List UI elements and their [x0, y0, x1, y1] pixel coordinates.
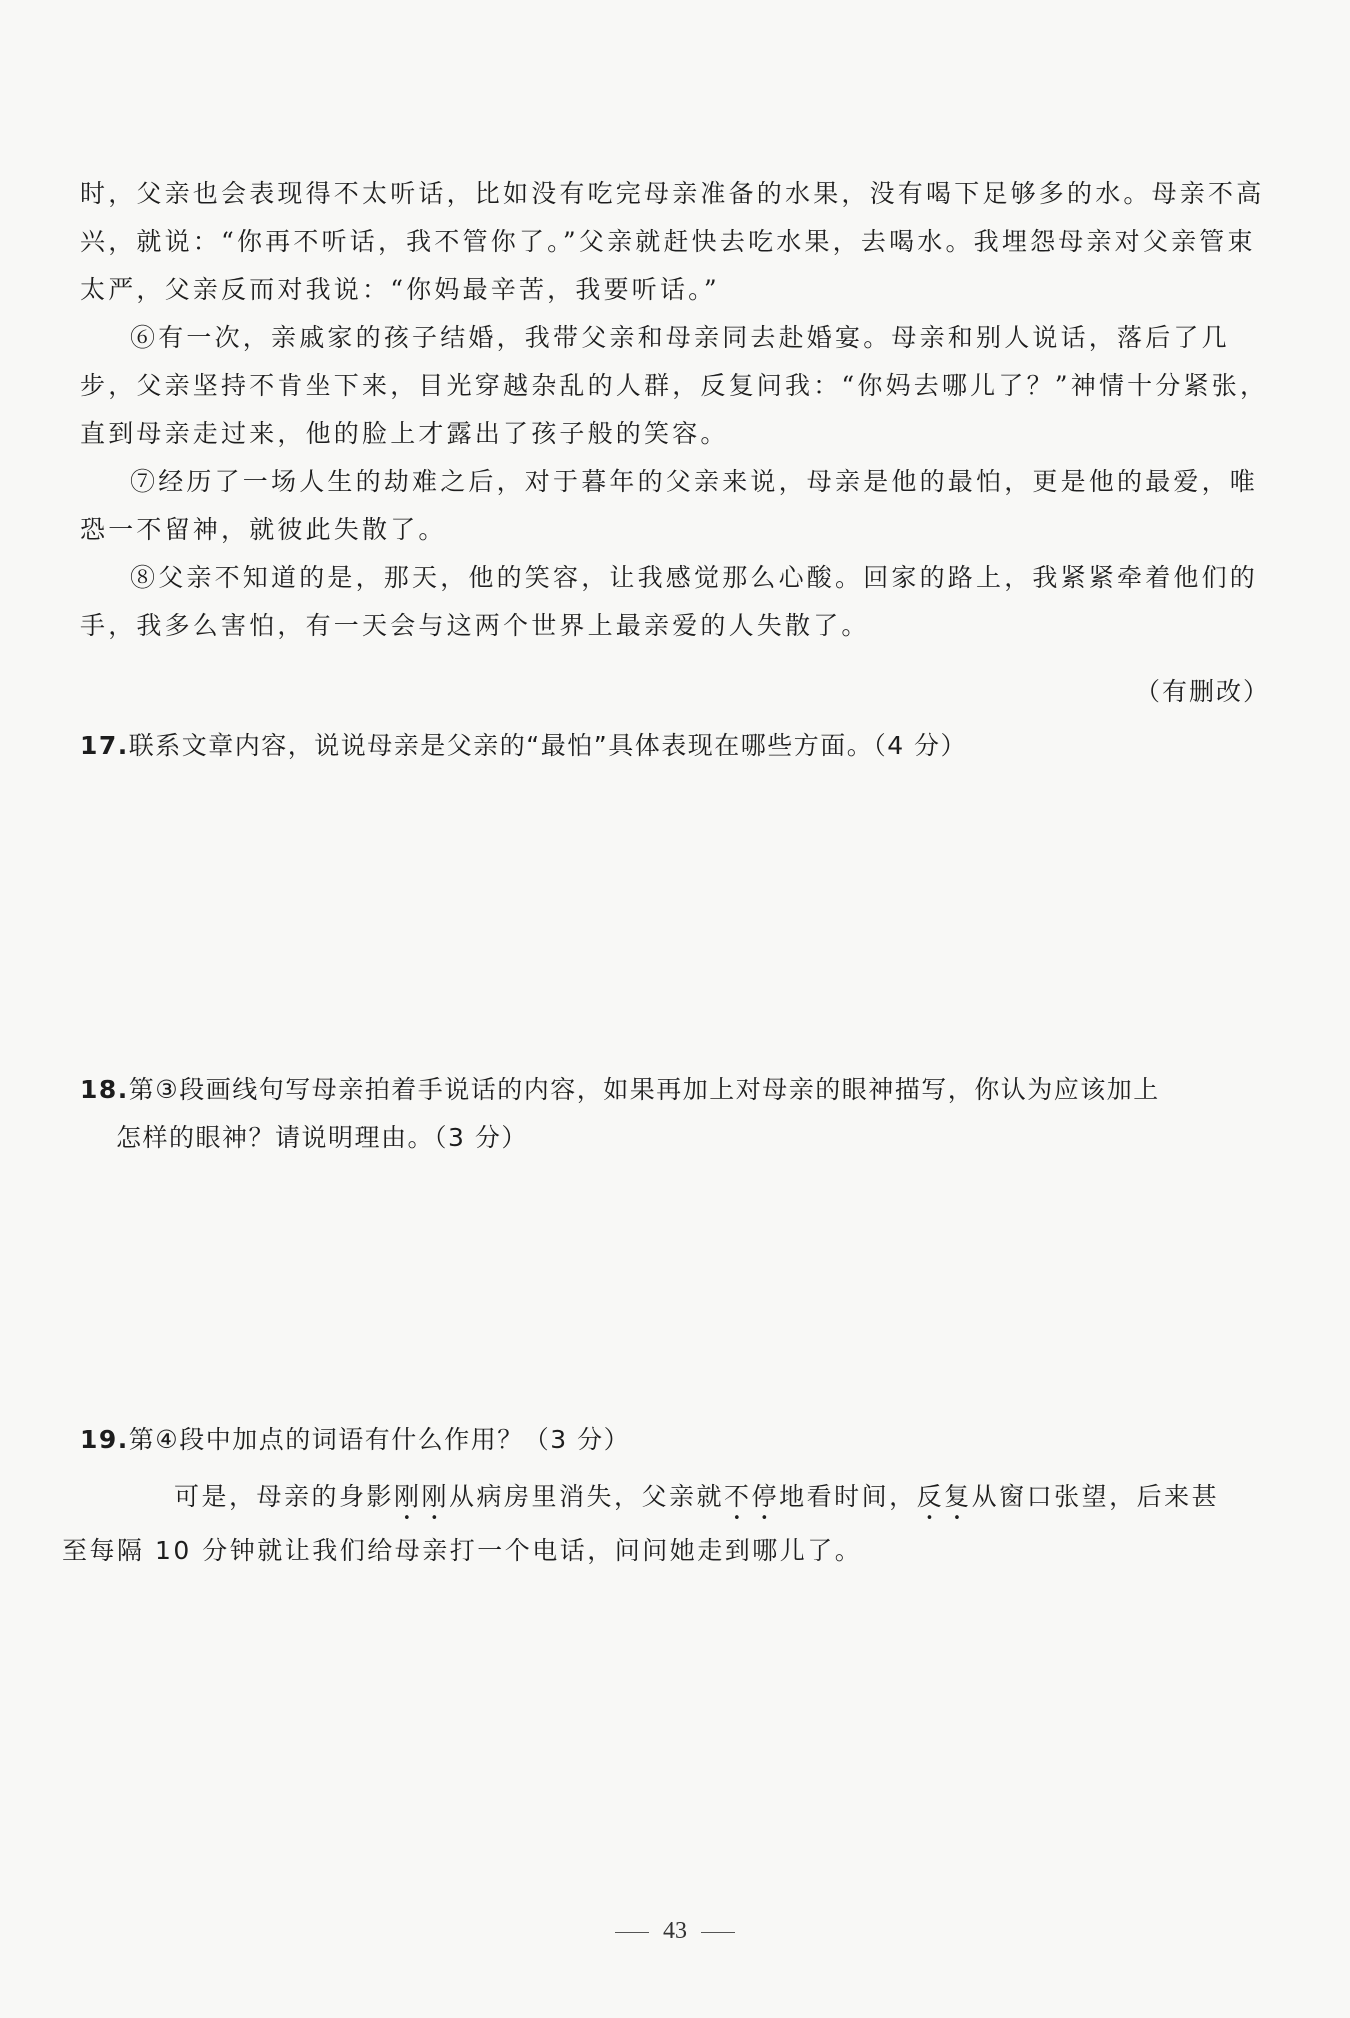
page-footer: [0, 1918, 1350, 1945]
excerpt-line-2: 至每隔 10 分钟就让我们给母亲打一个电话，问问她走到哪儿了。: [62, 1536, 863, 1565]
question-text-line1: 第③段画线句写母亲拍着手说话的内容，如果再加上对母亲的眼神描写，你认为应该加上: [128, 1075, 1160, 1104]
dotted-word: 反复: [916, 1482, 972, 1511]
question-17: [80, 722, 1270, 770]
excerpt-text: 从病房里消失，父亲就: [449, 1482, 725, 1511]
dotted-word: 刚刚: [394, 1482, 450, 1511]
question-19: [80, 1416, 1270, 1464]
quoted-excerpt: [62, 1472, 1268, 1576]
excerpt-text: 可是，母亲的身影: [174, 1482, 395, 1511]
question-18: [80, 1066, 1270, 1162]
passage-paragraph-continued: 时，父亲也会表现得不太听话，比如没有吃完母亲准备的水果，没有喝下足够多的水。母亲不高兴，就说：“你再不听话，我不管你了。”父亲就赶快去吃水果，去喝水。我埋怨母亲对父亲管束太严，父亲反而对我说：“你妈最辛苦，我要听话。”: [80, 179, 1265, 304]
reading-passage: [80, 170, 1270, 650]
footer-dash-right: [701, 1932, 735, 1933]
question-text: 第④段中加点的词语有什么作用？（3 分）: [128, 1425, 631, 1454]
question-number: 17.: [80, 731, 129, 760]
source-note: （有删改）: [1134, 677, 1270, 706]
question-number: 19.: [80, 1425, 129, 1454]
question-text: 联系文章内容，说说母亲是父亲的“最怕”具体表现在哪些方面。（4 分）: [128, 731, 968, 760]
footer-dash-left: [615, 1932, 649, 1933]
question-number: 18.: [80, 1075, 129, 1104]
page-number: 43: [663, 1918, 687, 1944]
question-text-line2: 怎样的眼神？请说明理由。（3 分）: [116, 1123, 528, 1152]
excerpt-text: 地看时间，: [779, 1482, 917, 1511]
passage-paragraph-6: ⑥有一次，亲戚家的孩子结婚，我带父亲和母亲同去赴婚宴。母亲和别人说话，落后了几步，父亲坚持不肯坐下来，目光穿越杂乱的人群，反复问我：“你妈去哪儿了？”神情十分紧张，直到母亲走过来，他的脸上才露出了孩子般的笑容。: [80, 323, 1269, 448]
dotted-word: 不停: [724, 1482, 780, 1511]
excerpt-text: 从窗口张望，后来甚: [971, 1482, 1220, 1511]
passage-paragraph-7: ⑦经历了一场人生的劫难之后，对于暮年的父亲来说，母亲是他的最怕，更是他的最爱，唯恐一不留神，就彼此失散了。: [80, 467, 1259, 544]
passage-paragraph-8: ⑧父亲不知道的是，那天，他的笑容，让我感觉那么心酸。回家的路上，我紧紧牵着他们的手，我多么害怕，有一天会与这两个世界上最亲爱的人失散了。: [80, 563, 1259, 640]
